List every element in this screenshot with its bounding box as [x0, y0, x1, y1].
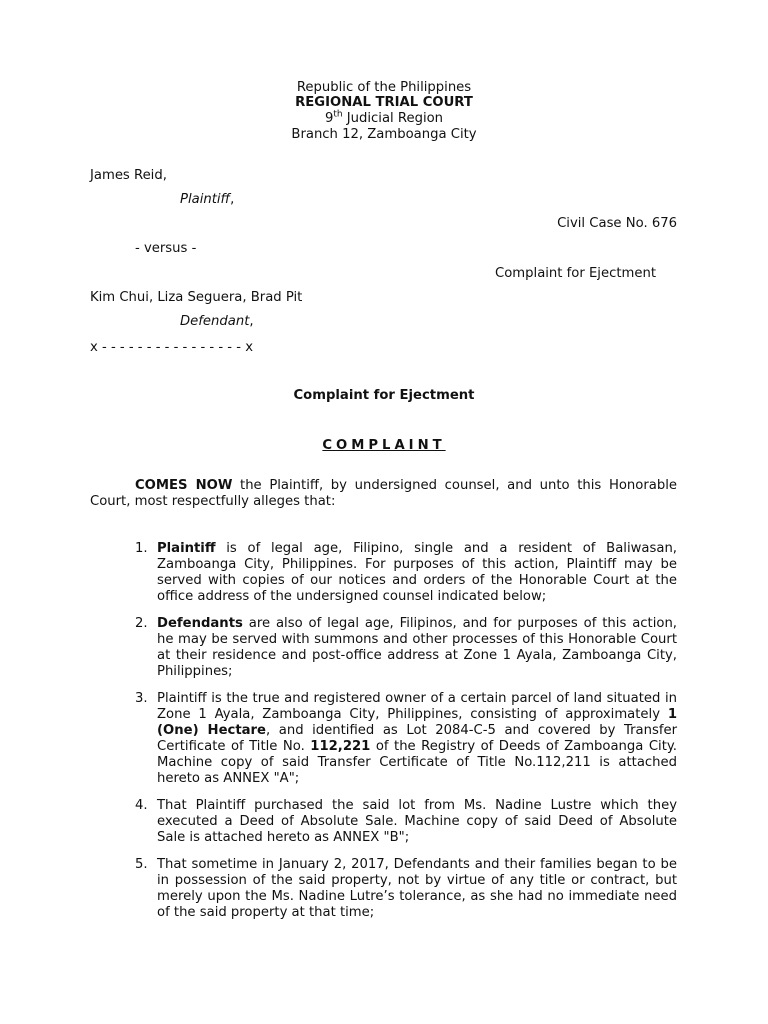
allegation-number: 1.	[135, 541, 148, 556]
allegation-text: Plaintiff is the true and registered owner of a certain parcel of land situated in Zone 1 Ayala, Zamboanga City, Philippines, consisting of approximately	[157, 691, 677, 722]
allegation-3	[135, 691, 677, 787]
allegation-number: 2.	[135, 616, 148, 631]
allegation-1	[135, 541, 677, 605]
defendant-label-text: Defendant	[180, 314, 250, 329]
header-branch: Branch 12, Zamboanga City	[291, 127, 477, 142]
defendant-label	[180, 314, 254, 330]
plaintiff-label-comma: ,	[230, 192, 235, 207]
allegation-2	[135, 616, 677, 680]
allegation-number: 4.	[135, 798, 148, 813]
versus-text: - versus -	[135, 241, 197, 256]
intro-lead: COMES NOW	[135, 478, 233, 493]
header-region-sup: th	[333, 109, 343, 120]
plaintiff-label-text: Plaintiff	[180, 192, 231, 207]
allegation-bold: Defendants	[157, 616, 243, 631]
defendant-label-comma: ,	[249, 314, 254, 329]
allegation-bold: 112,221	[310, 739, 371, 754]
complaint-heading	[0, 438, 768, 454]
header-region-rest: Judicial Region	[342, 111, 444, 126]
case-number: Civil Case No. 676	[557, 216, 677, 231]
plaintiff-label	[180, 192, 234, 208]
header-court: REGIONAL TRIAL COURT	[295, 95, 473, 110]
defendants-names: Kim Chui, Liza Seguera, Brad Pit	[90, 290, 303, 305]
allegation-text: , and identified as Lot 2084-C-5 and covered by Transfer Certificate of Title No.	[157, 723, 677, 754]
allegation-text: is of legal age, Filipino, single and a resident of Baliwasan, Zamboanga City, Philippines. For purposes of this action, Plaintiff may be served with copies of our notices and orders of the Honorable Court at the office address of the undersigned counsel indicated below;	[157, 541, 677, 604]
document-title: Complaint for Ejectment	[293, 388, 475, 403]
caption-separator: x - - - - - - - - - - - - - - - - x	[90, 340, 254, 355]
allegation-number: 5.	[135, 857, 148, 872]
case-nature: Complaint for Ejectment	[495, 266, 656, 281]
allegation-4	[135, 798, 677, 846]
allegation-text: are also of legal age, Filipinos, and for purposes of this action, he may be served with summons and other processes of this Honorable Court at their residence and post-office address at Zone 1 Ayala, Zamboanga City, Philippines;	[157, 616, 677, 679]
header-region-num: 9	[324, 111, 334, 126]
allegation-text: That sometime in January 2, 2017, Defendants and their families began to be in possession of the said property, not by virtue of any title or contract, but merely upon the Ms. Nadine Lutre’s tolerance, as she had no immediate need of the said property at that time;	[157, 857, 677, 920]
allegation-text: That Plaintiff purchased the said lot from Ms. Nadine Lustre which they executed a Deed of Absolute Sale. Machine copy of said Deed of Absolute Sale is attached hereto as ANNEX "B";	[157, 798, 677, 845]
plaintiff-name: James Reid,	[90, 168, 167, 183]
allegation-number: 3.	[135, 691, 148, 706]
intro-rest: the Plaintiff, by undersigned counsel, and unto this Honorable Court, most respectfully alleges that:	[90, 478, 678, 509]
allegation-bold: 1 (One) Hectare	[157, 707, 677, 738]
allegation-bold: Plaintiff	[157, 541, 216, 556]
allegations-list	[135, 541, 677, 932]
allegation-text: of the Registry of Deeds of Zamboanga City. Machine copy of said Transfer Certificate of Title No.112,211 is attached hereto as ANNEX "A";	[157, 739, 677, 786]
header-republic: Republic of the Philippines	[296, 80, 472, 95]
allegation-5	[135, 857, 677, 921]
complaint-heading-text: COMPLAINT	[322, 438, 446, 453]
header-region	[0, 111, 768, 127]
intro-paragraph	[90, 478, 677, 510]
